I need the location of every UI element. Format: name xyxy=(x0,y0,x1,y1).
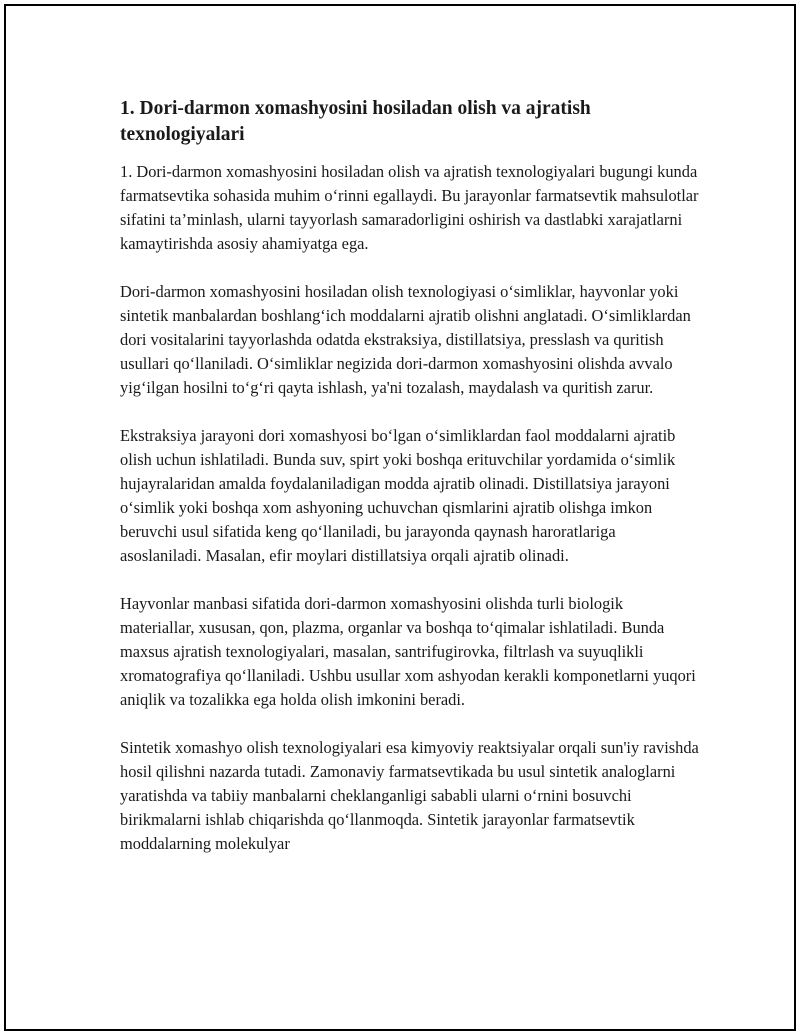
document-title: 1. Dori-darmon xomashyosini hosiladan olish va ajratish texnologiyalari xyxy=(120,98,591,145)
document-page xyxy=(4,4,796,1031)
paragraph-plant-sources: Dori-darmon xomashyosini hosiladan olish texnologiyasi o‘simliklar, hayvonlar yoki sintetik manbalardan boshlang‘ich moddalarni ajratib olishni anglatadi. O‘simliklardan dori vositalarini tayyorlashda odatda ekstraksiya, distillatsiya, presslash va quritish usullari qo‘llaniladi. O‘simliklar negizida dori-darmon xomashyosini olishda avvalo yig‘ilgan hosilni to‘g‘ri qayta ishlash, ya'ni tozalash, maydalash va quritish zarur. xyxy=(120,282,691,397)
paragraph-extraction: Ekstraksiya jarayoni dori xomashyosi bo‘lgan o‘simliklardan faol moddalarni ajratib olish uchun ishlatiladi. Bunda suv, spirt yoki boshqa erituvchilar yordamida o‘simlik hujayralaridan amalda foydalaniladigan modda ajratib olinadi. Distillatsiya jarayoni o‘simlik yoki boshqa xom ashyoning uchuvchan qismlarini ajratib olishga imkon beruvchi usul sifatida keng qo‘llaniladi, bu jarayonda qaynash haroratlariga asoslaniladi. Masalan, efir moylari distillatsiya orqali ajratib olinadi. xyxy=(120,426,676,565)
paragraph-animal-sources: Hayvonlar manbasi sifatida dori-darmon xomashyosini olishda turli biologik materiallar, xususan, qon, plazma, organlar va boshqa to‘qimalar ishlatiladi. Bunda maxsus ajratish texnologiyalari, masalan, santrifugirovka, filtrlash va suyuqlikli xromatografiya qo‘llaniladi. Ushbu usullar xom ashyodan kerakli komponetlarni yuqori aniqlik va tozalikka ega holda olish imkonini beradi. xyxy=(120,594,696,709)
document-body xyxy=(120,96,700,880)
paragraph-intro: 1. Dori-darmon xomashyosini hosiladan olish va ajratish texnologiyalari bugungi kunda farmatsevtika sohasida muhim o‘rinni egallaydi. Bu jarayonlar farmatsevtik mahsulotlar sifatini ta’minlash, ularni tayyorlash samaradorligini oshirish va dastlabki xarajatlarni kamaytirishda asosiy ahamiyatga ega. xyxy=(120,162,699,253)
paragraph-synthetic: Sintetik xomashyo olish texnologiyalari esa kimyoviy reaktsiyalar orqali sun'iy ravishda hosil qilishni nazarda tutadi. Zamonaviy farmatsevtikada bu usul sintetik analoglarni yaratishda va tabiiy manbalarni cheklanganligi sababli ularni o‘rnini bosuvchi birikmalarni ishlab chiqarishda qo‘llanmoqda. Sintetik jarayonlar farmatsevtik moddalarning molekulyar xyxy=(120,738,699,853)
